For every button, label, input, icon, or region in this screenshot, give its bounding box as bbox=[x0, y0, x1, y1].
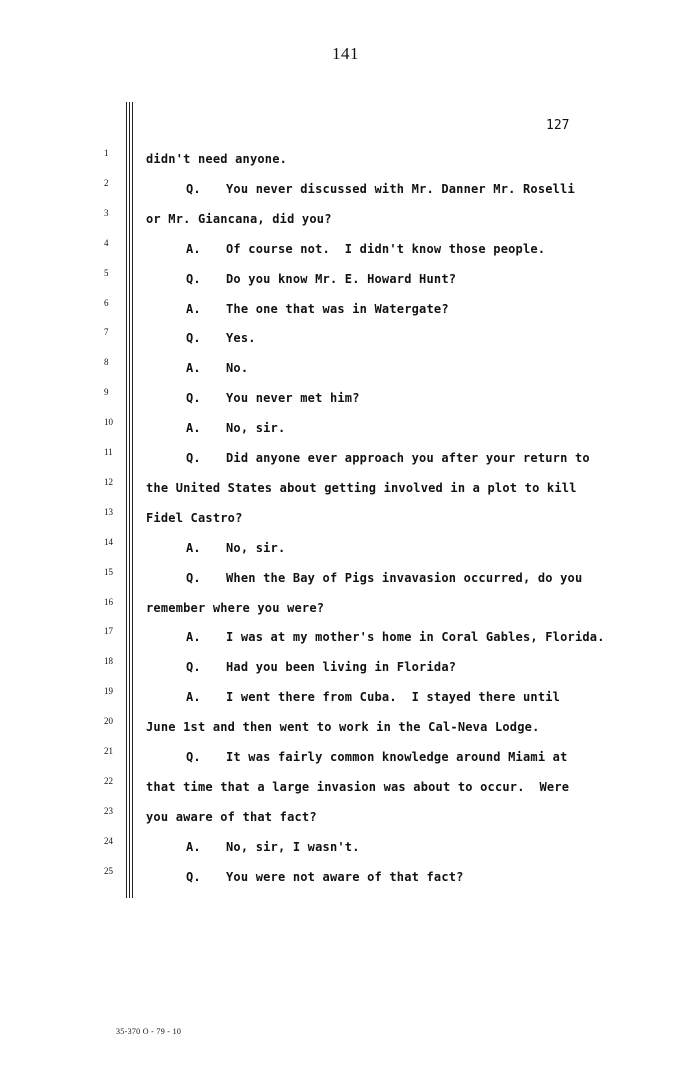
line-text: You never met him? bbox=[226, 391, 360, 406]
line-text: June 1st and then went to work in the Cal-Neva Lodge. bbox=[146, 720, 540, 735]
line-number: 3 bbox=[104, 207, 109, 218]
line-text: the United States about getting involved in a plot to kill bbox=[146, 480, 577, 495]
line-number: 13 bbox=[104, 506, 113, 517]
speaker-label: Q. bbox=[186, 570, 201, 585]
transcript-line bbox=[186, 391, 360, 405]
line-text: It was fairly common knowledge around Miami at bbox=[226, 750, 568, 764]
speaker-label: Q. bbox=[186, 331, 201, 346]
transcript-line bbox=[186, 870, 464, 884]
line-number: 5 bbox=[104, 267, 109, 278]
line-number: 7 bbox=[104, 327, 109, 338]
line-text: you aware of that fact? bbox=[146, 809, 317, 824]
line-text: The one that was in Watergate? bbox=[226, 301, 449, 316]
transcript-line bbox=[186, 571, 582, 585]
line-text: Did anyone ever approach you after your return to bbox=[226, 451, 590, 465]
line-text: No, sir. bbox=[226, 421, 286, 436]
transcript-line bbox=[186, 242, 545, 256]
line-text: You never discussed with Mr. Danner Mr. Roselli bbox=[226, 181, 575, 196]
line-number: 11 bbox=[104, 447, 113, 457]
line-number: 9 bbox=[104, 387, 109, 398]
speaker-label: A. bbox=[186, 839, 201, 854]
line-text: No. bbox=[226, 361, 249, 376]
line-number: 21 bbox=[104, 746, 113, 756]
transcript-line bbox=[146, 720, 540, 734]
transcript-line bbox=[146, 780, 569, 794]
speaker-label: A. bbox=[186, 361, 201, 376]
line-text: I was at my mother's home in Coral Gables, Florida. bbox=[226, 630, 605, 645]
transcript-line bbox=[186, 541, 285, 555]
line-number: 16 bbox=[104, 596, 113, 607]
speaker-label: A. bbox=[186, 630, 201, 645]
line-text: No, sir, I wasn't. bbox=[226, 839, 360, 854]
transcript-line bbox=[186, 750, 568, 764]
speaker-label: Q. bbox=[186, 869, 201, 884]
transcript-line bbox=[186, 331, 256, 345]
speaker-label: Q. bbox=[186, 181, 201, 196]
transcript-line bbox=[146, 810, 317, 824]
transcript-line bbox=[186, 630, 605, 644]
line-text: that time that a large invasion was about to occur. Were bbox=[146, 779, 570, 794]
line-text: Do you know Mr. E. Howard Hunt? bbox=[226, 271, 457, 286]
transcript-line bbox=[186, 660, 456, 674]
line-text: Of course not. I didn't know those people. bbox=[226, 241, 546, 256]
transcript-line bbox=[186, 182, 575, 196]
line-number: 22 bbox=[104, 775, 113, 786]
transcript-line bbox=[146, 601, 324, 615]
transcript-line bbox=[186, 840, 360, 854]
line-number: 19 bbox=[104, 686, 113, 697]
line-number: 12 bbox=[104, 476, 113, 487]
transcript-line bbox=[146, 481, 577, 495]
line-text: Had you been living in Florida? bbox=[226, 660, 457, 675]
line-number: 24 bbox=[104, 835, 113, 846]
footer-code: 35-370 O - 79 - 10 bbox=[116, 1027, 182, 1036]
transcript-line bbox=[186, 690, 560, 704]
speaker-label: A. bbox=[186, 421, 201, 436]
line-number: 10 bbox=[104, 417, 113, 428]
line-number: 14 bbox=[104, 536, 113, 547]
page-number: 141 bbox=[332, 44, 359, 63]
line-number: 23 bbox=[104, 805, 113, 816]
line-number: 17 bbox=[104, 626, 113, 637]
line-number: 2 bbox=[104, 177, 109, 188]
speaker-label: A. bbox=[186, 690, 201, 705]
line-number: 8 bbox=[104, 357, 109, 368]
line-text: I went there from Cuba. I stayed there until bbox=[226, 690, 561, 705]
transcript-line bbox=[186, 272, 456, 286]
line-text: didn't need anyone. bbox=[146, 152, 288, 166]
speaker-label: Q. bbox=[186, 451, 201, 465]
line-text: When the Bay of Pigs invavasion occurred, do you bbox=[226, 570, 583, 585]
line-number: 18 bbox=[104, 656, 113, 667]
line-text: Yes. bbox=[226, 331, 256, 346]
line-text: Fidel Castro? bbox=[146, 510, 243, 525]
line-text: or Mr. Giancana, did you? bbox=[146, 211, 332, 226]
transcript-line bbox=[186, 361, 248, 375]
line-number: 4 bbox=[104, 237, 109, 248]
speaker-label: Q. bbox=[186, 660, 201, 675]
line-text: You were not aware of that fact? bbox=[226, 869, 464, 884]
speaker-label: Q. bbox=[186, 271, 201, 286]
transcript-page-number: 127 bbox=[546, 118, 570, 133]
transcript-line bbox=[146, 152, 287, 166]
line-number: 1 bbox=[104, 148, 109, 158]
transcript-line bbox=[186, 451, 590, 465]
line-number: 6 bbox=[104, 297, 109, 308]
transcript-line bbox=[186, 302, 449, 316]
speaker-label: A. bbox=[186, 540, 201, 555]
line-text: remember where you were? bbox=[146, 600, 325, 615]
line-number: 25 bbox=[104, 865, 113, 876]
transcript-line bbox=[146, 212, 332, 226]
speaker-label: A. bbox=[186, 241, 201, 256]
speaker-label: Q. bbox=[186, 391, 201, 406]
speaker-label: A. bbox=[186, 301, 201, 316]
transcript-line bbox=[186, 421, 285, 435]
line-text: No, sir. bbox=[226, 540, 286, 555]
speaker-label: Q. bbox=[186, 750, 201, 764]
transcript-line bbox=[146, 511, 243, 525]
line-number: 20 bbox=[104, 716, 113, 727]
line-number: 15 bbox=[104, 566, 113, 577]
